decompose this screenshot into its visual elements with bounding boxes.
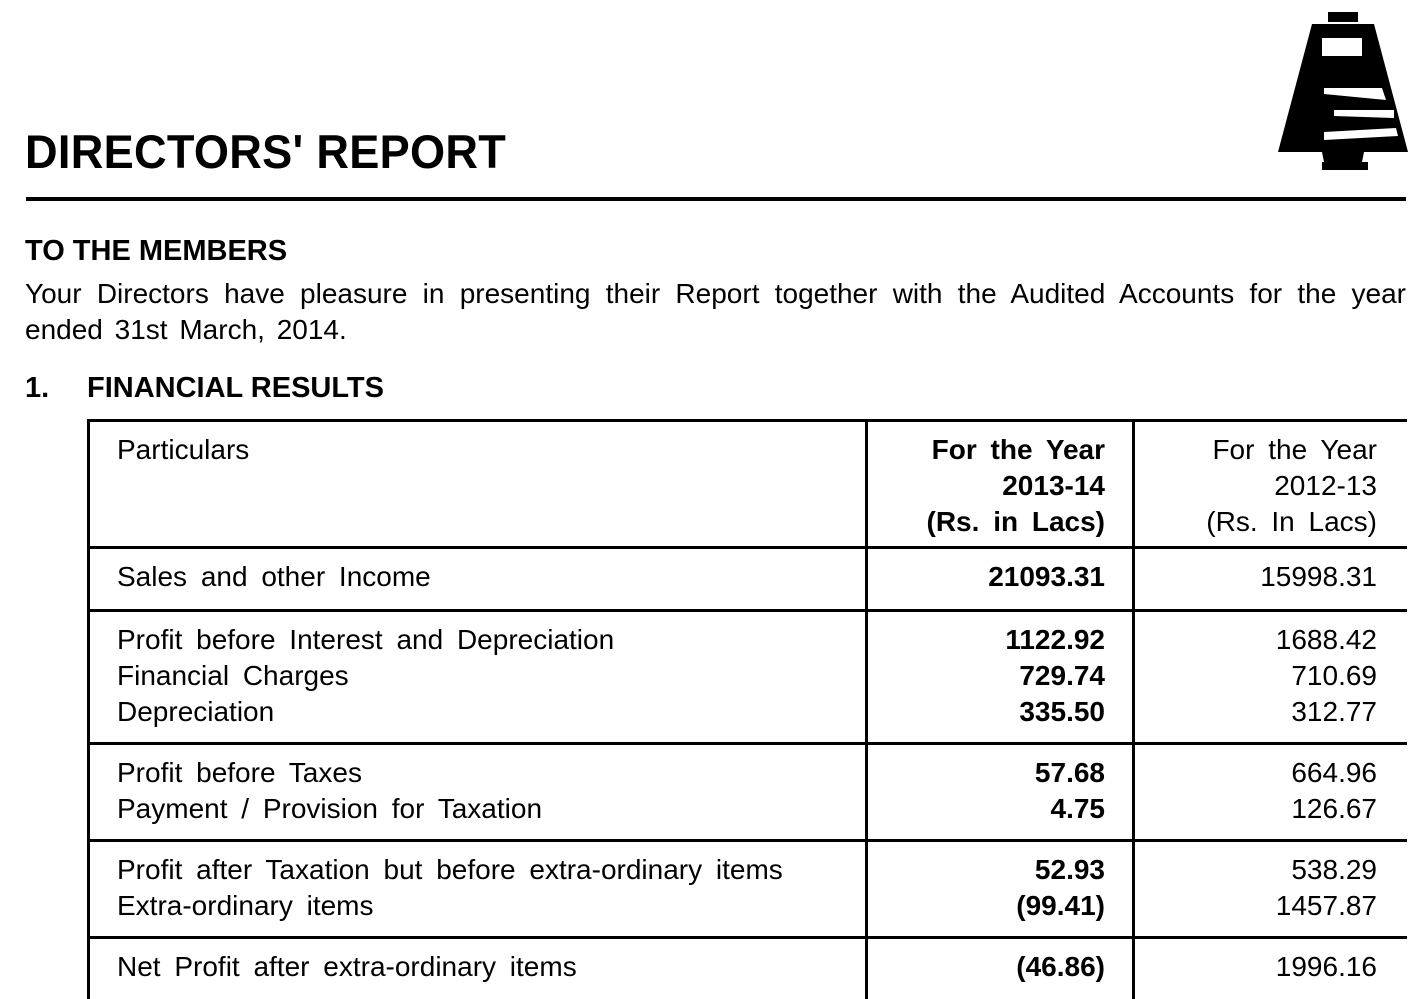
header-current-year: For the Year 2013-14 (Rs. in Lacs) — [867, 421, 1134, 548]
company-logo-icon — [1278, 12, 1408, 170]
previous-value: 15998.31 — [1145, 559, 1377, 595]
intro-paragraph: Your Directors have pleasure in presenting their Report together with the Audited Accounts for the year ended 31st March, 2014. — [25, 276, 1406, 348]
previous-value: 538.29 — [1145, 852, 1377, 888]
section-title: FINANCIAL RESULTS — [87, 372, 384, 404]
report-title: DIRECTORS' REPORT — [25, 124, 506, 179]
row-label: Payment / Provision for Taxation — [117, 791, 855, 827]
previous-value: 312.77 — [1145, 694, 1377, 730]
current-value: 57.68 — [878, 755, 1105, 791]
current-value: 1122.92 — [878, 622, 1105, 658]
current-value: 335.50 — [878, 694, 1105, 730]
row-label: Net Profit after extra-ordinary items — [117, 949, 855, 985]
row-label: Financial Charges — [117, 658, 855, 694]
row-label: Profit before Taxes — [117, 755, 855, 791]
previous-value: 1457.87 — [1145, 888, 1377, 924]
current-value: (99.41) — [878, 888, 1105, 924]
previous-value: 126.67 — [1145, 791, 1377, 827]
section-number: 1. — [25, 372, 87, 405]
header-previous-year: For the Year 2012-13 (Rs. In Lacs) — [1134, 421, 1408, 548]
row-label: Extra-ordinary items — [117, 888, 855, 924]
row-label: Profit after Taxation but before extra-ordinary items — [117, 852, 855, 888]
table-row — [89, 841, 1408, 938]
salutation: TO THE MEMBERS — [25, 235, 287, 268]
section-heading — [25, 372, 384, 405]
financial-results-table — [87, 419, 1407, 999]
title-divider — [26, 197, 1406, 201]
row-label: Sales and other Income — [117, 559, 855, 595]
row-label: Depreciation — [117, 694, 855, 730]
table-header-row — [89, 421, 1408, 548]
previous-value: 710.69 — [1145, 658, 1377, 694]
table-row — [89, 548, 1408, 611]
current-value: 4.75 — [878, 791, 1105, 827]
row-label: Profit before Interest and Depreciation — [117, 622, 855, 658]
table-row — [89, 744, 1408, 841]
previous-value: 1996.16 — [1145, 949, 1377, 985]
previous-value: 1688.42 — [1145, 622, 1377, 658]
current-value: 729.74 — [878, 658, 1105, 694]
current-value: 52.93 — [878, 852, 1105, 888]
table-row — [89, 611, 1408, 744]
header-particulars: Particulars — [89, 421, 867, 548]
previous-value: 664.96 — [1145, 755, 1377, 791]
current-value: 21093.31 — [878, 559, 1105, 595]
financial-results-table-container — [87, 419, 1407, 999]
current-value: (46.86) — [878, 949, 1105, 985]
table-row — [89, 938, 1408, 999]
